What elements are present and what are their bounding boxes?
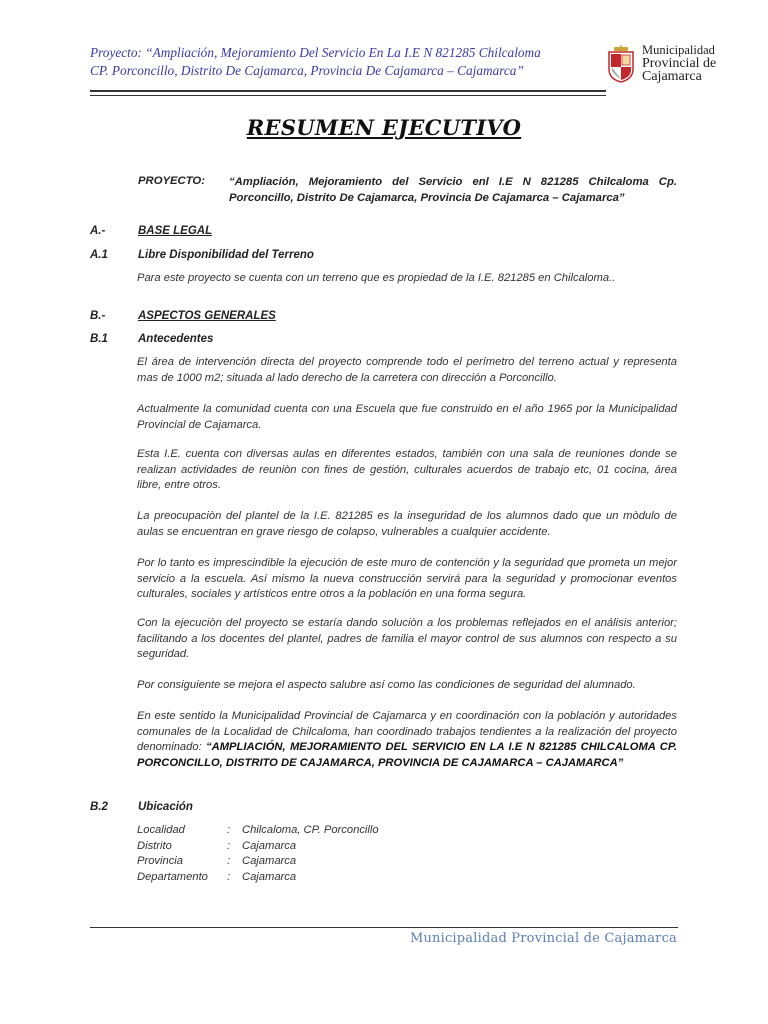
- section-a1-code: A.1: [90, 249, 108, 261]
- section-a-title: BASE LEGAL: [138, 225, 213, 237]
- header-project-label: Proyecto:: [90, 45, 142, 60]
- header-project-title-2: CP. Porconcillo, Distrito De Cajamarca, Provincia De Cajamarca – Cajamarca”: [90, 63, 524, 78]
- paragraph-2: Actualmente la comunidad cuenta con una Escuela que fue construido en el año 1965 por la Municipalidad Provincial de Cajamarca.: [137, 403, 677, 431]
- section-b1-code: B.1: [90, 333, 108, 345]
- paragraph-4: La preocupaciòn del plantel de la I.E. 821285 es la inseguridad de los alumnos dado que un mòdulo de aulas se encuentran en grave riesgo de colapso, vulnerables a cualquier accidente.: [137, 510, 677, 538]
- location-row-province: [137, 855, 296, 867]
- header-divider-thick: [90, 90, 606, 92]
- logo-text: [642, 44, 716, 83]
- location-value: Cajamarca: [242, 840, 297, 852]
- page-header: [90, 44, 600, 80]
- location-row-district: [137, 840, 296, 852]
- location-key: Localidad: [137, 824, 185, 836]
- section-a-code: A.-: [90, 225, 106, 237]
- header-project-title-1: “Ampliación, Mejoramiento Del Servicio En La I.E N 821285 Chilcaloma: [145, 45, 541, 60]
- section-b2-title: Ubicación: [138, 801, 193, 813]
- project-name: “Ampliación, Mejoramiento del Servicio enl I.E N 821285 Chilcaloma Cp. Porconcillo, Distrito De Cajamarca, Provincia De Cajamarca – Cajamarca”: [229, 176, 677, 204]
- location-separator: :: [227, 840, 231, 852]
- header-line-1: [90, 44, 600, 62]
- location-row-locality: [137, 824, 379, 836]
- location-key: Provincia: [137, 855, 184, 867]
- location-value: Cajamarca: [242, 871, 297, 883]
- page-title: RESUMEN EJECUTIVO: [246, 115, 522, 140]
- logo-line-2: Provincial de: [642, 55, 717, 71]
- location-value: Chilcaloma, CP. Porconcillo: [242, 824, 379, 836]
- footer-divider: [90, 927, 678, 928]
- location-separator: :: [227, 824, 231, 836]
- section-b1-title: Antecedentes: [138, 333, 214, 345]
- location-key: Distrito: [137, 840, 172, 852]
- paragraph-3: Esta I.E. cuenta con diversas aulas en diferentes estados, también con una sala de reuniones donde se realizan actividades de reuniòn con fines de gestión, culturales acuerdos de trabajo etc, 01 cocina, área libre, entre otros.: [137, 448, 677, 491]
- paragraph-1: El área de intervención directa del proyecto comprende todo el perímetro del terreno actual y representa mas de 1000 m2; situada al lado derecho de la carretera con dirección a Porconcillo.: [137, 356, 677, 384]
- logo-line-3: Cajamarca: [642, 68, 702, 84]
- paragraph-6: Con la ejecuciòn del proyecto se estaría dando soluciòn a los problemas reflejados en el análisis anterior; facilitando a los docentes del plantel, padres de familia el mayor control de sus alumnos con respecto a su seguridad.: [137, 617, 677, 660]
- section-b-code: B.-: [90, 310, 106, 322]
- paragraph-8-project-name: “AMPLIACIÓN, MEJORAMIENTO DEL SERVICIO EN LA I.E N 821285 CHILCALOMA CP. PORCONCILLO, DISTRITO DE CAJAMARCA, PROVINCIA DE CAJAMARCA – CAJAMARCA”: [137, 741, 677, 769]
- coat-of-arms-icon: [606, 43, 636, 83]
- logo-line-1: Municipalidad: [642, 42, 715, 57]
- section-b2-code: B.2: [90, 801, 108, 813]
- section-a1-text: Para este proyecto se cuenta con un terreno que es propiedad de la I.E. 821285 en Chilcaloma..: [137, 272, 616, 284]
- project-label: PROYECTO:: [138, 175, 205, 187]
- page-footer: Municipalidad Provincial de Cajamarca: [409, 931, 677, 946]
- location-row-department: [137, 871, 296, 883]
- paragraph-8: [137, 709, 677, 771]
- paragraph-7: Por consiguiente se mejora el aspecto salubre así como las condiciones de seguridad del alumnado.: [137, 679, 636, 691]
- location-separator: :: [227, 871, 231, 883]
- municipal-logo: [606, 40, 726, 86]
- section-b-title: ASPECTOS GENERALES: [138, 310, 276, 322]
- location-value: Cajamarca: [242, 855, 297, 867]
- paragraph-5: Por lo tanto es imprescindible la ejecución de este muro de contención y la seguridad que prometa un mejor servicio a la escuela. Así mismo la nueva construcción servirá para la seguridad y promocionar eventos culturales, sociales y artísticos entre otros a la población en una forma segura.: [137, 557, 677, 600]
- header-divider-thin: [90, 95, 606, 96]
- location-separator: :: [227, 855, 231, 867]
- section-a1-title: Libre Disponibilidad del Terreno: [138, 249, 314, 261]
- location-key: Departamento: [137, 871, 208, 883]
- paragraph-8-text: En este sentido la Municipalidad Provincial de Cajamarca y en coordinación con la población y autoridades comunales de la Localidad de Chilcaloma, han coordinado trabajos tendientes a la realización del proyecto denominado:: [137, 710, 677, 753]
